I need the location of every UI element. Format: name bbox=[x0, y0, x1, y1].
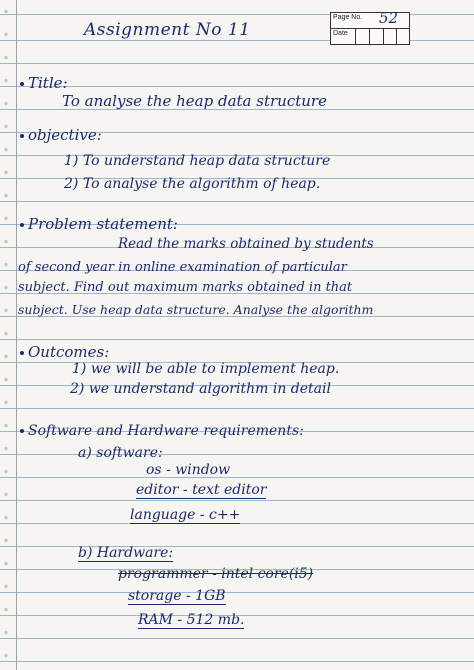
date-cell-divider bbox=[383, 29, 384, 44]
bullet-dot bbox=[20, 351, 24, 355]
hardware-item: storage - 1GB bbox=[128, 588, 226, 604]
title-heading bbox=[20, 74, 68, 92]
hardware-item: RAM - 512 mb. bbox=[138, 612, 245, 628]
software-heading: a) software: bbox=[78, 445, 163, 461]
problem-heading bbox=[20, 215, 178, 233]
software-item: os - window bbox=[146, 462, 231, 478]
page-number-box bbox=[330, 9, 410, 45]
problem-line: Read the marks obtained by students bbox=[118, 236, 374, 252]
binding-holes bbox=[2, 0, 10, 670]
date-label: Date bbox=[333, 30, 348, 37]
page-no-value: 52 bbox=[379, 9, 399, 27]
date-cell-divider bbox=[396, 29, 397, 44]
bullet-dot bbox=[20, 82, 24, 86]
problem-line: subject. Use heap data structure. Analyse the algorithm bbox=[18, 302, 374, 317]
problem-heading-text: Problem statement: bbox=[28, 215, 178, 233]
software-item: language - c++ bbox=[130, 507, 241, 523]
problem-line: subject. Find out maximum marks obtained in that bbox=[18, 280, 353, 295]
date-row bbox=[331, 29, 409, 44]
objective-item: 2) To analyse the algorithm of heap. bbox=[64, 176, 321, 192]
bullet-dot bbox=[20, 134, 24, 138]
page-no-label: Page No. bbox=[333, 14, 363, 21]
page-no-row bbox=[331, 9, 409, 29]
date-cell-divider bbox=[369, 29, 370, 44]
problem-line: of second year in online examination of particular bbox=[18, 260, 347, 275]
objective-heading-text: objective: bbox=[28, 126, 102, 144]
software-item: editor - text editor bbox=[136, 482, 267, 498]
requirements-heading-text: Software and Hardware requirements: bbox=[28, 423, 304, 439]
bullet-dot bbox=[20, 223, 24, 227]
title-heading-text: Title: bbox=[28, 74, 68, 92]
outcome-item: 1) we will be able to implement heap. bbox=[72, 361, 340, 377]
hardware-heading: b) Hardware: bbox=[78, 545, 174, 561]
bullet-dot bbox=[20, 429, 24, 433]
hardware-item: programmer - intel core(i5) bbox=[118, 566, 314, 582]
margin-line bbox=[16, 0, 17, 670]
outcomes-heading-text: Outcomes: bbox=[28, 343, 110, 361]
date-cell-divider bbox=[355, 29, 356, 44]
outcome-item: 2) we understand algorithm in detail bbox=[70, 381, 331, 397]
assignment-title: Assignment No 11 bbox=[84, 20, 251, 40]
objective-heading bbox=[20, 126, 102, 144]
requirements-heading bbox=[20, 423, 304, 439]
outcomes-heading bbox=[20, 343, 109, 361]
title-text: To analyse the heap data structure bbox=[62, 92, 327, 110]
objective-item: 1) To understand heap data structure bbox=[64, 153, 331, 169]
